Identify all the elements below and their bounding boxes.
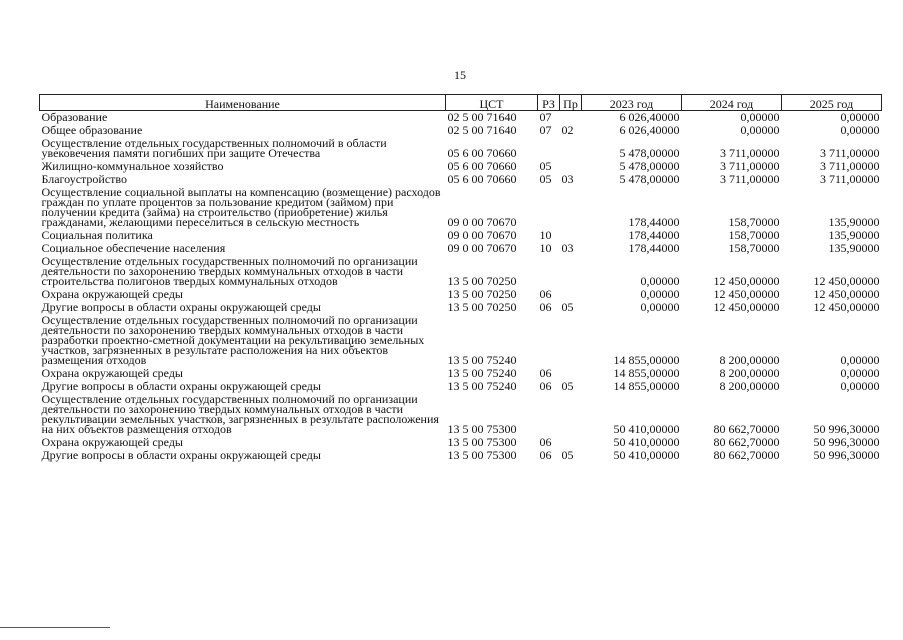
row-name: Другие вопросы в области охраны окружающей среды	[41, 301, 321, 314]
row-name: Осуществление социальной выплаты на компенсацию (возмещение) расходов граждан по уплате процентов за пользование кредитом (займом) при получении кредита (займа) на строительство (приобретение) жилья гражданами, желающими переселиться в сельскую местность	[41, 186, 441, 229]
row-pr	[560, 186, 582, 229]
row-cst: 05 6 00 70660	[447, 146, 517, 160]
row-2025: 3 711,00000	[819, 173, 880, 186]
row-pr	[560, 255, 582, 288]
table-row	[40, 367, 882, 380]
row-cst: 13 5 00 70250	[447, 288, 517, 301]
row-cst: 09 0 00 70670	[447, 215, 517, 229]
row-name: Охрана окружающей среды	[41, 367, 183, 380]
row-rz: 06	[539, 449, 552, 462]
row-pr: 02	[561, 124, 574, 137]
header-pr: Пр	[560, 95, 582, 111]
row-cst: 13 5 00 75300	[447, 449, 517, 462]
row-2024: 12 450,00000	[713, 288, 780, 301]
row-pr	[560, 229, 582, 242]
row-pr	[560, 111, 582, 125]
row-pr	[560, 393, 582, 436]
row-cst: 13 5 00 75240	[447, 353, 517, 367]
table-row	[40, 301, 882, 314]
row-rz: 06	[539, 380, 552, 393]
row-2024: 80 662,70000	[713, 422, 780, 436]
row-2023: 0,00000	[640, 274, 680, 288]
row-name: Охрана окружающей среды	[41, 288, 183, 301]
header-name: Наименование	[40, 95, 446, 111]
row-rz: 06	[539, 436, 552, 449]
page-number: 15	[454, 68, 466, 82]
row-2024: 8 200,00000	[719, 367, 780, 380]
row-rz: 06	[539, 301, 552, 314]
row-2024: 158,70000	[728, 229, 780, 242]
row-2023: 6 026,40000	[619, 124, 680, 137]
row-2023: 178,44000	[628, 229, 680, 242]
row-name: Осуществление отдельных государственных полномочий по организации деятельности по захоронению твердых коммунальных отходов в части рекультивации земельных участков, загрязненных в результате расположения на них объектов размещения отходов	[41, 393, 439, 436]
row-rz	[538, 393, 560, 436]
row-2025: 135,90000	[828, 229, 880, 242]
row-name: Общее образование	[41, 124, 143, 137]
row-name: Социальное обеспечение населения	[41, 242, 226, 255]
row-name: Жилищно-коммунальное хозяйство	[41, 160, 224, 173]
row-2025: 50 996,30000	[813, 422, 880, 436]
row-2025: 0,00000	[840, 110, 880, 124]
row-cst: 05 6 00 70660	[447, 160, 517, 173]
row-2024: 12 450,00000	[713, 301, 780, 314]
row-rz: 07	[539, 110, 552, 124]
header-rz: РЗ	[538, 95, 560, 111]
table-row	[40, 449, 882, 462]
row-pr	[560, 314, 582, 367]
row-pr	[560, 160, 582, 173]
row-cst: 02 5 00 71640	[447, 110, 517, 124]
row-rz: 10	[539, 229, 552, 242]
row-2025: 0,00000	[840, 367, 880, 380]
row-cst: 05 6 00 70660	[447, 173, 517, 186]
row-2023: 14 855,00000	[613, 367, 680, 380]
row-2025: 12 450,00000	[813, 274, 880, 288]
table-row	[40, 255, 882, 288]
row-2025: 12 450,00000	[813, 288, 880, 301]
row-2025: 135,90000	[828, 215, 880, 229]
row-2023: 6 026,40000	[619, 110, 680, 124]
row-rz: 06	[539, 367, 552, 380]
row-2025: 0,00000	[840, 124, 880, 137]
row-pr: 05	[561, 449, 574, 462]
row-rz: 05	[539, 173, 552, 186]
row-pr	[560, 137, 582, 160]
row-rz	[538, 186, 560, 229]
row-cst: 13 5 00 75240	[447, 380, 517, 393]
header-cst: ЦСТ	[446, 95, 538, 111]
row-2024: 158,70000	[728, 242, 780, 255]
row-2024: 12 450,00000	[713, 274, 780, 288]
row-name: Другие вопросы в области охраны окружающей среды	[41, 380, 321, 393]
table-body	[40, 111, 882, 463]
row-cst: 09 0 00 70670	[447, 242, 517, 255]
table-row	[40, 436, 882, 449]
row-name: Социальная политика	[41, 229, 153, 242]
table-row	[40, 314, 882, 367]
budget-table	[39, 94, 882, 462]
table-row	[40, 137, 882, 160]
row-rz: 07	[539, 124, 552, 137]
row-2025: 3 711,00000	[819, 160, 880, 173]
row-2025: 0,00000	[840, 380, 880, 393]
row-pr: 05	[561, 301, 574, 314]
row-2023: 14 855,00000	[613, 380, 680, 393]
table-row	[40, 288, 882, 301]
row-name: Осуществление отдельных государственных полномочий по организации деятельности по захоронению твердых коммунальных отходов в части разработки проектно-сметной документации на рекультивацию земельных участков, загрязненных в результате расположения на них объектов размещения отходов	[41, 314, 425, 367]
row-pr: 03	[561, 173, 574, 186]
header-2025: 2025 год	[782, 95, 882, 111]
header-row	[40, 95, 882, 111]
row-2025: 50 996,30000	[813, 436, 880, 449]
row-2025: 50 996,30000	[813, 449, 880, 462]
row-2024: 3 711,00000	[719, 160, 780, 173]
table-row	[40, 173, 882, 186]
table-row	[40, 111, 882, 125]
table-row	[40, 229, 882, 242]
row-name: Осуществление отдельных государственных полномочий в области увековечения памяти погибших при защите Отечества	[41, 137, 387, 160]
row-name: Благоустройство	[41, 173, 128, 186]
row-name: Охрана окружающей среды	[41, 436, 183, 449]
footer-rule	[0, 627, 110, 628]
row-2023: 50 410,00000	[613, 422, 680, 436]
row-2023: 0,00000	[640, 288, 680, 301]
row-2023: 5 478,00000	[619, 146, 680, 160]
row-name: Образование	[41, 110, 108, 124]
row-cst: 13 5 00 75300	[447, 436, 517, 449]
row-2024: 0,00000	[740, 124, 780, 137]
table-row	[40, 380, 882, 393]
row-2025: 3 711,00000	[819, 146, 880, 160]
row-2024: 3 711,00000	[719, 173, 780, 186]
row-2025: 0,00000	[840, 353, 880, 367]
row-2024: 80 662,70000	[713, 436, 780, 449]
row-2024: 80 662,70000	[713, 449, 780, 462]
row-rz	[538, 137, 560, 160]
row-rz	[538, 255, 560, 288]
row-2023: 178,44000	[628, 242, 680, 255]
header-2024: 2024 год	[682, 95, 782, 111]
table-row	[40, 393, 882, 436]
row-cst: 13 5 00 75240	[447, 367, 517, 380]
row-pr: 05	[561, 380, 574, 393]
row-rz: 10	[539, 242, 552, 255]
row-cst: 09 0 00 70670	[447, 229, 517, 242]
row-2023: 5 478,00000	[619, 160, 680, 173]
row-cst: 13 5 00 70250	[447, 274, 517, 288]
row-2024: 8 200,00000	[719, 380, 780, 393]
row-2024: 0,00000	[740, 110, 780, 124]
row-2024: 8 200,00000	[719, 353, 780, 367]
header-2023: 2023 год	[582, 95, 682, 111]
row-2023: 50 410,00000	[613, 449, 680, 462]
row-2023: 50 410,00000	[613, 436, 680, 449]
row-rz: 05	[539, 160, 552, 173]
table-header	[40, 95, 882, 111]
row-2025: 12 450,00000	[813, 301, 880, 314]
row-2023: 5 478,00000	[619, 173, 680, 186]
row-cst: 13 5 00 75300	[447, 422, 517, 436]
row-2024: 3 711,00000	[719, 146, 780, 160]
row-rz	[538, 314, 560, 367]
row-2023: 178,44000	[628, 215, 680, 229]
row-pr: 03	[561, 242, 574, 255]
row-pr	[560, 436, 582, 449]
row-2023: 14 855,00000	[613, 353, 680, 367]
table-row	[40, 186, 882, 229]
row-name: Другие вопросы в области охраны окружающей среды	[41, 449, 321, 462]
row-rz: 06	[539, 288, 552, 301]
row-2024: 158,70000	[728, 215, 780, 229]
row-pr	[560, 288, 582, 301]
row-name: Осуществление отдельных государственных полномочий по организации деятельности по захоронению твердых коммунальных отходов в части строительства полигонов твердых коммунальных отходов	[41, 255, 418, 288]
row-2023: 0,00000	[640, 301, 680, 314]
row-cst: 02 5 00 71640	[447, 124, 517, 137]
row-pr	[560, 367, 582, 380]
table-row	[40, 124, 882, 137]
row-cst: 13 5 00 70250	[447, 301, 517, 314]
table-row	[40, 160, 882, 173]
table-row	[40, 242, 882, 255]
row-2025: 135,90000	[828, 242, 880, 255]
